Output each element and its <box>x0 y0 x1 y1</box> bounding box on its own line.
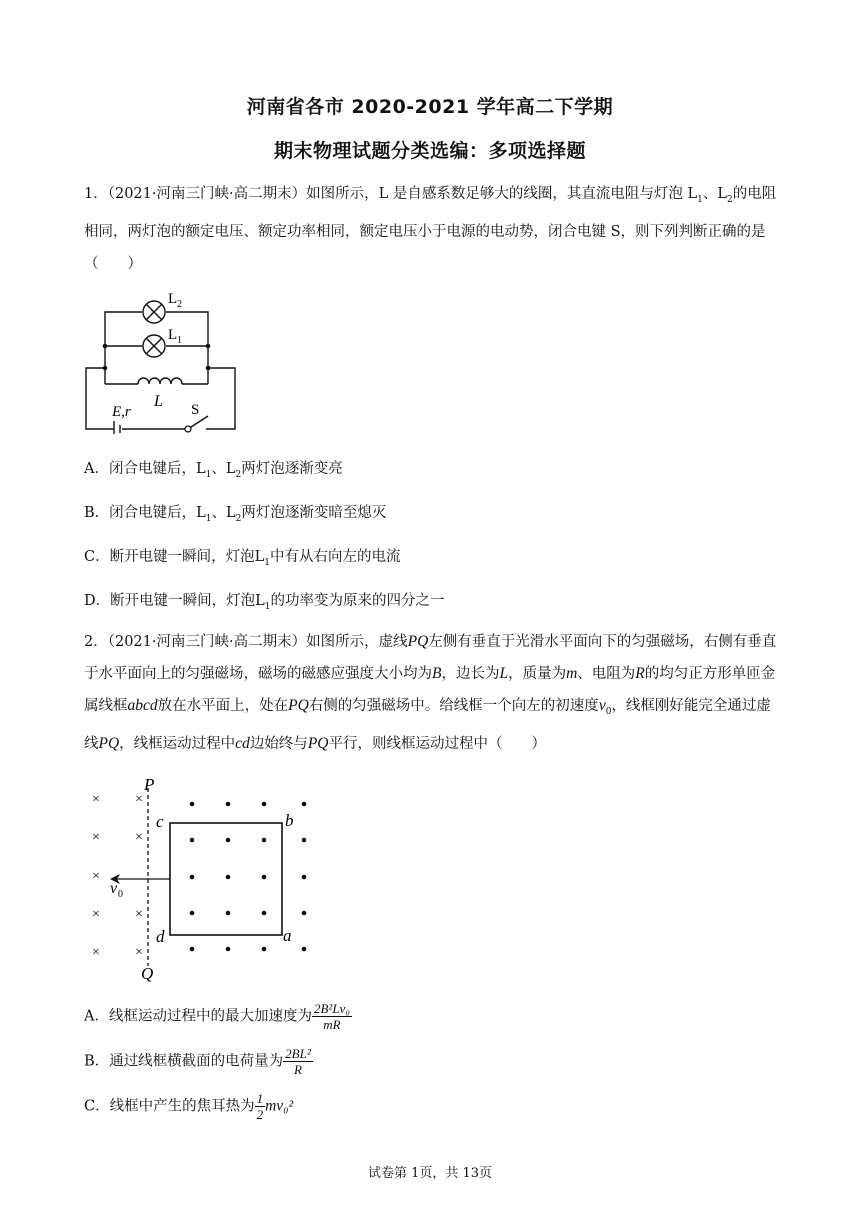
cross-mark: × <box>92 869 100 884</box>
dot-mark <box>190 947 195 952</box>
dot-mark <box>190 911 195 916</box>
svg-text:L: L <box>168 291 178 307</box>
question-2-option-b[interactable]: B．通过线框横截面的电荷量为 $\frac{\text{2BL²}}{R}$ <box>84 1046 311 1077</box>
svg-text:P: P <box>144 776 155 794</box>
svg-text:v: v <box>110 880 118 897</box>
svg-text:b: b <box>285 811 294 830</box>
dot-mark <box>262 802 267 807</box>
svg-text:a: a <box>283 926 292 945</box>
dot-mark <box>226 911 231 916</box>
dot-mark <box>226 838 231 843</box>
dot-mark <box>262 838 267 843</box>
cross-mark: × <box>92 792 100 807</box>
page-footer: 试卷第 1页，共 13页 <box>367 1166 493 1181</box>
question-2-stem: 2．（2021·河南三门峡·高二期末）如图所示，虚线PQ左侧有垂直于光滑水平面向下的匀强磁场，右侧有垂直于水平面向上的匀强磁场，磁场的磁感应强度大小均为B，边长为L，质量为m、电阻为R的均匀正方形单匝金属线框abcd放在水平面上，处在PQ右侧的匀强磁场中。给线框一个向左的初速度$v_0$，线框刚好能完全通过虚线PQ，线框运动过程中cd边始终与PQ平行，则线框运动过程中（ ） <box>84 633 777 752</box>
svg-text:Q: Q <box>141 964 154 983</box>
question-source: （2021·河南三门峡·高二期末） <box>107 186 307 202</box>
dot-mark <box>262 947 267 952</box>
fraction: $\frac{\text{2B²Lv₀}}{mR}$ <box>313 1001 350 1032</box>
dot-mark <box>190 802 195 807</box>
svg-text:L: L <box>168 327 178 343</box>
dot-mark <box>302 947 307 952</box>
question-1-stem: 1．（2021·河南三门峡·高二期末）如图所示，L 是自感系数足够大的线圈，其直流电阻与灯泡 $L_1$、$L_2$的电阻相同，两灯泡的额定电压、额定功率相同，额定电压小于电源的电动势，闭合电键 S，则下列判断正确的是（ ） <box>84 186 777 272</box>
fraction: $\frac{1}{2}$ <box>256 1091 264 1122</box>
svg-text:S: S <box>191 402 200 418</box>
magnetic-field-diagram <box>80 776 320 984</box>
fraction: $\frac{\text{2BL²}}{R}$ <box>285 1046 311 1077</box>
dot-mark <box>226 875 231 880</box>
dot-mark <box>302 802 307 807</box>
svg-text:2: 2 <box>177 299 182 310</box>
question-1-option-d[interactable]: D．断开电键一瞬间，灯泡$L_1$的功率变为原来的四分之一 <box>84 593 445 612</box>
dot-mark <box>190 838 195 843</box>
document-title-line2: 期末物理试题分类选编：多项选择题 <box>273 140 586 162</box>
inductor-coil <box>138 378 182 384</box>
dot-mark <box>302 875 307 880</box>
question-number: 2． <box>84 634 108 650</box>
svg-text:c: c <box>156 812 164 831</box>
document-title-line1: 河南省各市 2020-2021 学年高二下学期 <box>246 96 614 118</box>
svg-text:E,r: E,r <box>112 404 131 420</box>
question-2-option-c[interactable]: C．线框中产生的焦耳热为 $\frac{1}{2}$ mv₀² <box>84 1091 294 1122</box>
cross-mark: × <box>135 792 143 807</box>
question-1-option-c[interactable]: C．断开电键一瞬间，灯泡$L_1$中有从右向左的电流 <box>84 549 401 568</box>
dot-mark <box>226 947 231 952</box>
cross-mark: × <box>135 945 143 960</box>
question-1-option-b[interactable]: B．闭合电键后，$L_1$、$L_2$两灯泡逐渐变暗至熄灭 <box>84 505 387 524</box>
svg-text:d: d <box>156 927 165 946</box>
question-source: （2021·河南三门峡·高二期末） <box>107 634 307 650</box>
svg-text:1: 1 <box>177 335 182 346</box>
cross-mark: × <box>135 907 143 922</box>
dot-mark <box>302 911 307 916</box>
circuit-diagram <box>80 284 250 434</box>
dot-mark <box>262 911 267 916</box>
svg-text:0: 0 <box>118 889 123 900</box>
dot-mark <box>262 875 267 880</box>
cross-mark: × <box>92 907 100 922</box>
dot-mark <box>190 875 195 880</box>
question-1-option-a[interactable]: A．闭合电键后，$L_1$、$L_2$两灯泡逐渐变亮 <box>84 461 343 480</box>
question-2-option-a[interactable]: A．线框运动过程中的最大加速度为 $\frac{\text{2B²Lv₀}}{mR}$ <box>84 1001 350 1032</box>
dot-mark <box>302 838 307 843</box>
cross-mark: × <box>92 945 100 960</box>
question-number: 1． <box>84 186 108 202</box>
dot-mark <box>226 802 231 807</box>
cross-mark: × <box>135 830 143 845</box>
svg-text:L: L <box>154 393 163 410</box>
cross-mark: × <box>92 830 100 845</box>
